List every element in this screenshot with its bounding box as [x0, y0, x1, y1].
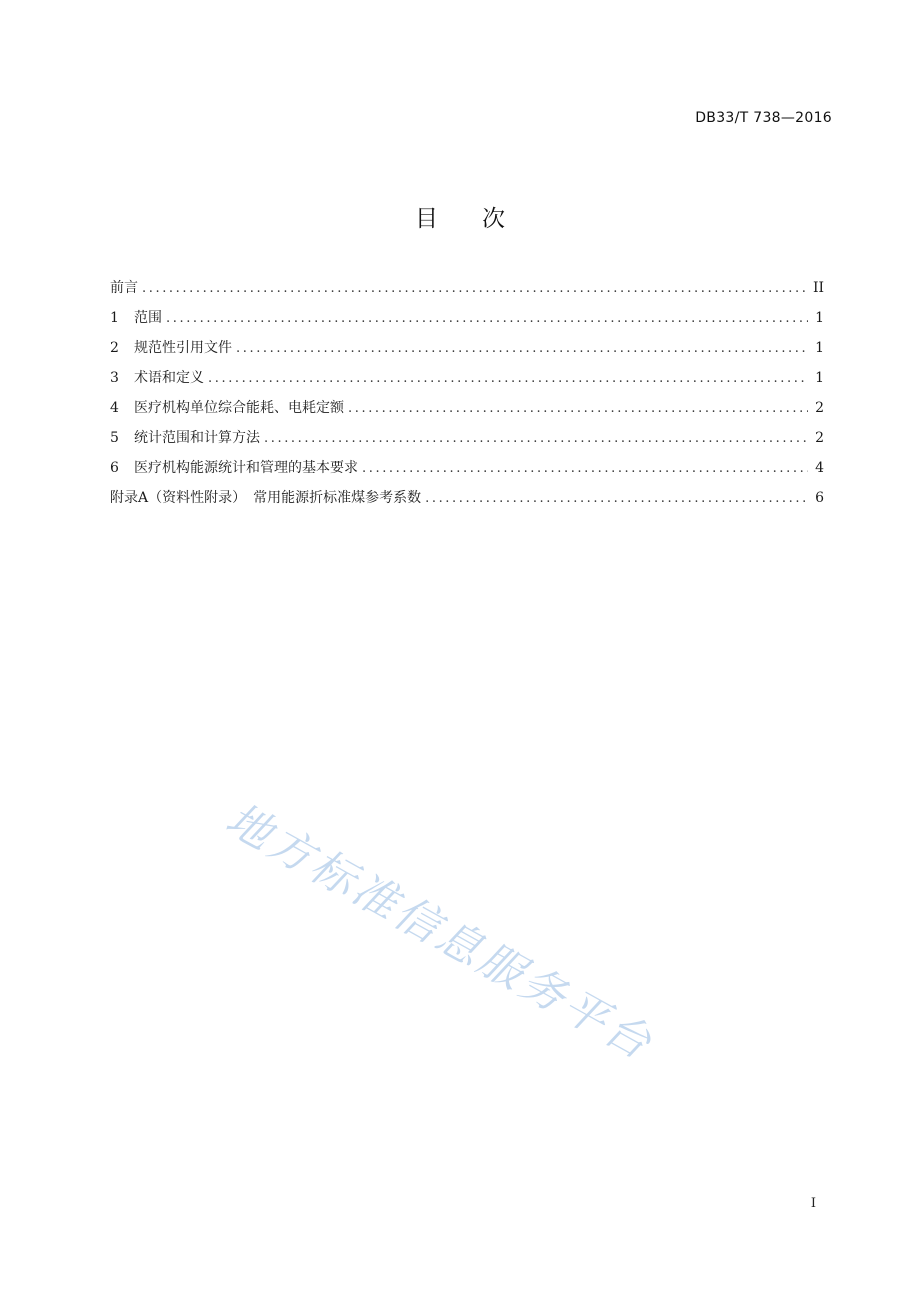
table-of-contents — [110, 277, 824, 517]
toc-entry-number: 5 — [110, 430, 119, 446]
toc-entry-page: 6 — [815, 490, 824, 506]
page-number: I — [810, 1196, 816, 1211]
toc-entry-text: 术语和定义 — [134, 370, 204, 386]
toc-entry-page: 4 — [815, 460, 824, 476]
toc-entry-number: 4 — [110, 400, 119, 416]
toc-entry-text: 范围 — [134, 310, 162, 326]
toc-entry-3[interactable] — [110, 367, 824, 397]
toc-entry-page: 2 — [815, 400, 824, 416]
watermark: 地方标准信息服务平台 — [217, 793, 662, 1071]
toc-entry-5[interactable] — [110, 427, 824, 457]
toc-entry-page: 2 — [815, 430, 824, 446]
toc-entry-text: 统计范围和计算方法 — [134, 430, 260, 446]
toc-entry-number: 6 — [110, 460, 119, 476]
toc-entry-text: 规范性引用文件 — [134, 340, 232, 356]
toc-entry-4[interactable] — [110, 397, 824, 427]
toc-leader-dots — [166, 311, 808, 326]
toc-entry-text: 前言 — [110, 280, 138, 296]
toc-title-char-1: 目 — [415, 206, 438, 232]
toc-entry-page: 1 — [815, 370, 824, 386]
toc-entry-2[interactable] — [110, 337, 824, 367]
toc-entry-number: 1 — [110, 310, 119, 326]
toc-entry-number: 2 — [110, 340, 119, 356]
toc-entry-page: 1 — [815, 310, 824, 326]
toc-leader-dots — [362, 461, 808, 476]
toc-entry-6[interactable] — [110, 457, 824, 487]
toc-leader-dots — [236, 341, 808, 356]
toc-entry-page: 1 — [815, 340, 824, 356]
document-code: DB33/T 738—2016 — [695, 110, 832, 126]
toc-entry-text: 附录A（资料性附录） 常用能源折标准煤参考系数 — [110, 490, 422, 506]
toc-leader-dots — [425, 491, 808, 506]
toc-leader-dots — [142, 281, 807, 296]
toc-entry-1[interactable] — [110, 307, 824, 337]
toc-entry-text: 医疗机构单位综合能耗、电耗定额 — [134, 400, 344, 416]
toc-entry-number: 3 — [110, 370, 119, 386]
toc-leader-dots — [264, 431, 808, 446]
toc-leader-dots — [208, 371, 808, 386]
toc-entry-text: 医疗机构能源统计和管理的基本要求 — [134, 460, 358, 476]
toc-leader-dots — [348, 401, 808, 416]
toc-entry-appendix-a[interactable] — [110, 487, 824, 517]
toc-title-char-2: 次 — [482, 206, 505, 232]
toc-title — [0, 200, 920, 233]
toc-entry-foreword[interactable] — [110, 277, 824, 307]
toc-entry-page: II — [812, 280, 824, 296]
